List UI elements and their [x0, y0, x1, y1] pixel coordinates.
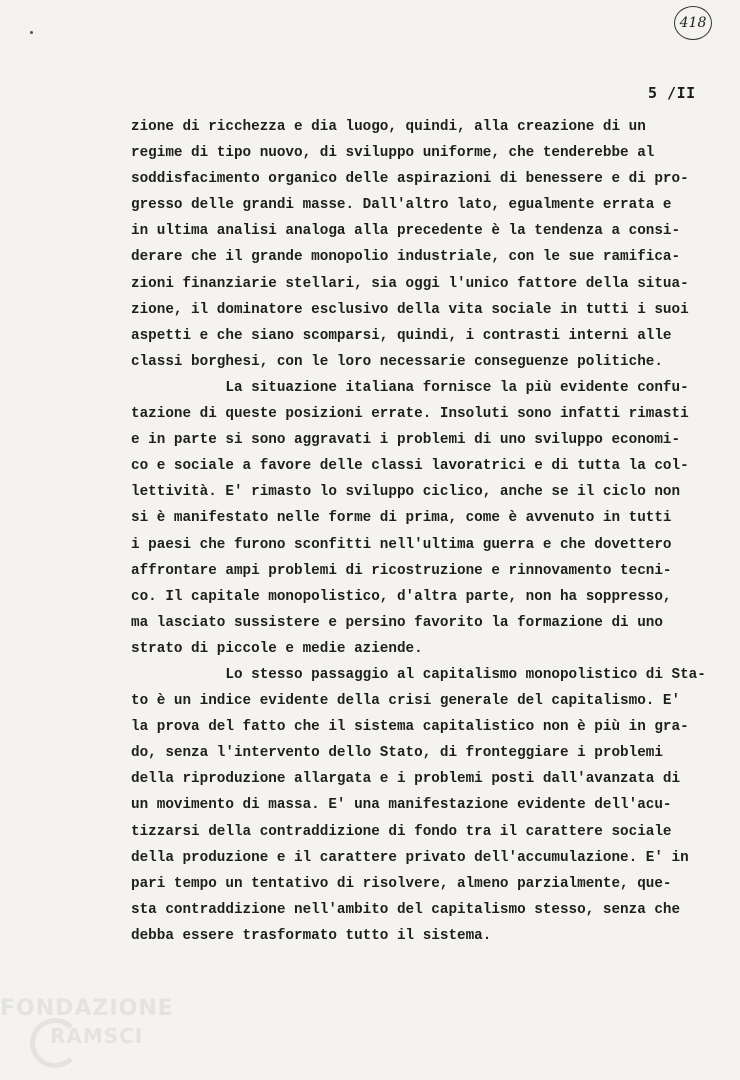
text-line: affrontare ampi problemi di ricostruzione e rinnovamento tecni- [131, 562, 672, 579]
archive-stamp-number: 418 [679, 15, 707, 31]
archive-stamp [674, 6, 712, 40]
text-line: co. Il capitale monopolistico, d'altra parte, non ha soppresso, [131, 588, 672, 605]
text-line: zioni finanziarie stellari, sia oggi l'unico fattore della situa- [131, 275, 689, 292]
text-line: Lo stesso passaggio al capitalismo monopolistico di Sta- [131, 666, 706, 683]
text-line: classi borghesi, con le loro necessarie conseguenze politiche. [131, 353, 663, 370]
text-line: soddisfacimento organico delle aspirazioni di benessere e di pro- [131, 171, 689, 188]
text-line: aspetti e che siano scomparsi, quindi, i contrasti interni alle [131, 327, 672, 344]
text-line: do, senza l'intervento dello Stato, di fronteggiare i problemi [131, 745, 663, 762]
text-line: della produzione e il carattere privato dell'accumulazione. E' in [131, 849, 689, 866]
text-line: ma lasciato sussistere e persino favorito la formazione di uno [131, 614, 663, 631]
text-line: tazione di queste posizioni errate. Insoluti sono infatti rimasti [131, 406, 689, 423]
speck-mark [30, 31, 33, 34]
watermark [0, 988, 200, 1080]
text-line: derare che il grande monopolio industriale, con le sue ramifica- [131, 249, 681, 266]
text-line: della riproduzione allargata e i problemi posti dall'avanzata di [131, 771, 681, 788]
text-line: tizzarsi della contraddizione di fondo tra il carattere sociale [131, 823, 672, 840]
text-line: strato di piccole e medie aziende. [131, 640, 423, 657]
text-line: lettività. E' rimasto lo sviluppo ciclico, anche se il ciclo non [131, 484, 681, 501]
text-line: un movimento di massa. E' una manifestazione evidente dell'acu- [131, 797, 672, 814]
body-text [131, 114, 711, 949]
text-line: debba essere trasformato tutto il sistema. [131, 927, 492, 944]
text-line: pari tempo un tentativo di risolvere, almeno parzialmente, que- [131, 875, 672, 892]
text-line: co e sociale a favore delle classi lavoratrici e di tutta la col- [131, 458, 689, 475]
text-line: to è un indice evidente della crisi generale del capitalismo. E' [131, 693, 681, 710]
page-number: 5 /II [648, 84, 696, 102]
text-line: gresso delle grandi masse. Dall'altro lato, egualmente errata e [131, 197, 672, 214]
text-line: in ultima analisi analoga alla precedente è la tendenza a consi- [131, 223, 681, 240]
text-line: La situazione italiana fornisce la più evidente confu- [131, 379, 689, 396]
text-line: si è manifestato nelle forme di prima, come è avvenuto in tutti [131, 510, 672, 527]
text-line: zione di ricchezza e dia luogo, quindi, alla creazione di un [131, 119, 646, 135]
text-line: zione, il dominatore esclusivo della vita sociale in tutti i suoi [131, 301, 689, 318]
text-line: e in parte si sono aggravati i problemi di uno sviluppo economi- [131, 432, 681, 449]
text-line: sta contraddizione nell'ambito del capitalismo stesso, senza che [131, 901, 681, 918]
text-line: i paesi che furono sconfitti nell'ultima guerra e che dovettero [131, 536, 672, 553]
watermark-line-2: RAMSCI [50, 1024, 144, 1048]
text-line: la prova del fatto che il sistema capitalistico non è più in gra- [131, 719, 689, 736]
watermark-line-1: FONDAZIONE [0, 996, 174, 1021]
text-line: regime di tipo nuovo, di sviluppo uniforme, che tenderebbe al [131, 145, 655, 162]
